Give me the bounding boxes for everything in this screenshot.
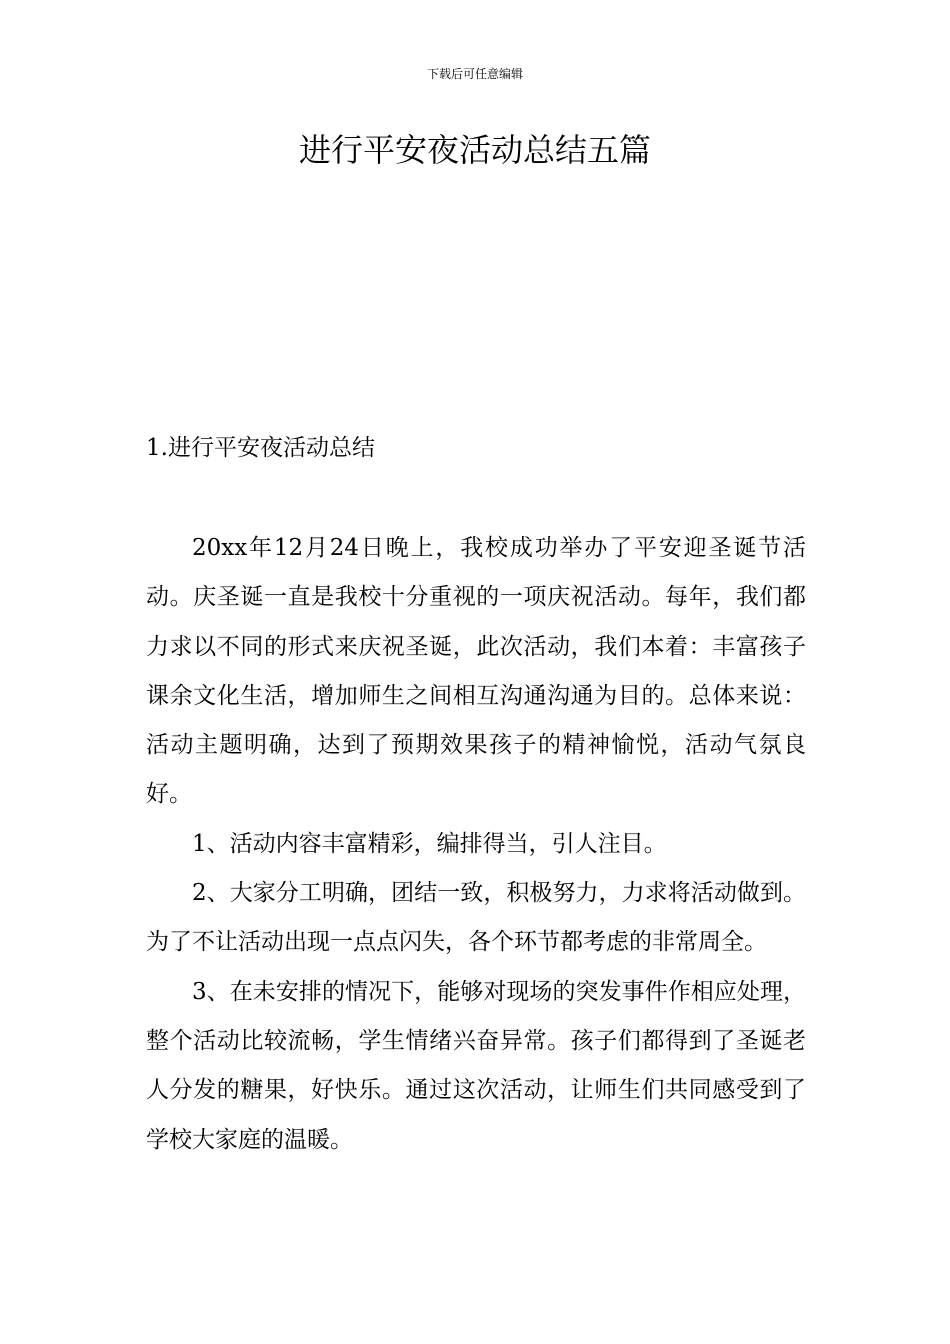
paragraph: 20xx年12月24日晚上，我校成功举办了平安迎圣诞节活动。庆圣诞一直是我校十分重视的一项庆祝活动。每年，我们都力求以不同的形式来庆祝圣诞，此次活动，我们本着：丰富孩子课余文化生活，增加师生之间相互沟通沟通为目的。总体来说：活动主题明确，达到了预期效果孩子的精神愉悦，活动气氛良好。 xyxy=(146,535,806,808)
section-heading: 1.进行平安夜活动总结 xyxy=(146,435,375,461)
header-note: 下载后可任意编辑 xyxy=(426,67,523,81)
paragraph: 1、活动内容丰富精彩，编排得当，引人注目。 xyxy=(192,830,667,857)
document-title: 进行平安夜活动总结五篇 xyxy=(298,131,651,169)
document-body xyxy=(146,524,806,1165)
paragraph: 3、在未安排的情况下，能够对现场的突发事件作相应处理，整个活动比较流畅，学生情绪兴奋异常。孩子们都得到了圣诞老人分发的糖果，好快乐。通过这次活动，让师生们共同感受到了学校大家庭的温暖。 xyxy=(146,978,806,1153)
paragraph: 2、大家分工明确，团结一致，积极努力，力求将活动做到。为了不让活动出现一点点闪失，各个环节都考虑的非常周全。 xyxy=(146,880,806,956)
